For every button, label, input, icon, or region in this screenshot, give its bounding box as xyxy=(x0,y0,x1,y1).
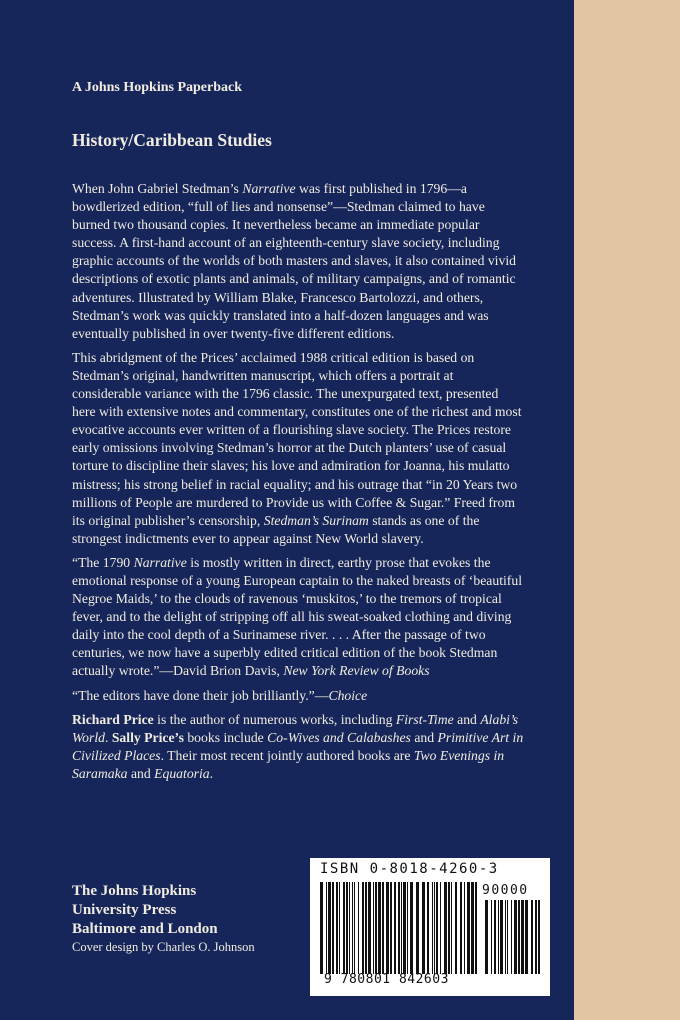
barcode-bar xyxy=(336,882,338,974)
barcode-bar xyxy=(518,900,520,974)
barcode-bar xyxy=(375,882,377,974)
isbn-label: ISBN 0-8018-4260-3 xyxy=(320,861,499,877)
ean-bars xyxy=(320,882,478,974)
barcode-bar xyxy=(422,882,425,974)
author-bio: Richard Price is the author of numerous works, including First-Time and Alabi’s World. Sally Price’s books include Co-Wives and Calabashes and Primitive Art in Civilized Places. Their most recent jointly authored books are Two Evenings in Saramaka and Equatoria. xyxy=(72,711,524,781)
cover-copy xyxy=(72,180,524,789)
barcode-bar xyxy=(440,882,441,974)
price-code-bars xyxy=(485,900,541,974)
barcode-bar xyxy=(525,900,528,974)
barcode-bar xyxy=(455,882,457,974)
barcode-bar xyxy=(444,882,447,974)
publisher-imprint xyxy=(72,882,218,939)
barcode-bar xyxy=(507,900,508,974)
barcode-bar xyxy=(498,900,499,974)
barcode-bar xyxy=(410,882,413,974)
barcode-bar xyxy=(358,882,359,974)
barcode-bar xyxy=(328,882,331,974)
barcode-bar xyxy=(494,900,496,974)
publisher-line: Baltimore and London xyxy=(72,921,218,937)
barcode-bar xyxy=(432,882,433,974)
barcode-bar xyxy=(349,882,350,974)
barcode-bar xyxy=(451,882,452,974)
barcode-bar xyxy=(467,882,470,974)
barcode-bar xyxy=(427,882,429,974)
barcode-bar xyxy=(491,900,492,974)
barcode-bar xyxy=(407,882,408,974)
barcode-bar xyxy=(320,882,323,974)
isbn-barcode xyxy=(310,858,550,996)
cover-design-credit: Cover design by Charles O. Johnson xyxy=(72,940,255,954)
barcode-bar xyxy=(373,882,374,974)
barcode-bar xyxy=(354,882,355,974)
ean-digits: 9 780801 842603 xyxy=(324,972,449,987)
barcode-bar xyxy=(475,882,477,974)
review-quote-choice: “The editors have done their job brilliantly.”—Choice xyxy=(72,687,368,703)
barcode-bar xyxy=(434,882,435,974)
barcode-bar xyxy=(362,882,364,974)
barcode-bar xyxy=(401,882,402,974)
barcode-bar xyxy=(339,882,340,974)
publisher-line: University Press xyxy=(72,902,177,918)
barcode-bar xyxy=(485,900,488,974)
barcode-bar xyxy=(535,900,537,974)
review-quote-davis: “The 1790 Narrative is mostly written in direct, earthy prose that evokes the emotional response of a young European captain to the naked breasts of ‘beautiful Negroe Maids,’ to the clouds of ravenous ‘muskitos,’ to the tremors of tropical fever, and to the delight of stripping off all his sweat-soaked clothing and diving daily into the cool depth of a Surinamese river. . . . After the passage of two centuries, we now have a superbly edited critical edition of the book Stedman actually wrote.”—David Brion Davis, New York Review of Books xyxy=(72,554,523,679)
barcode-bar xyxy=(436,882,438,974)
barcode-bar xyxy=(346,882,348,974)
barcode-bar xyxy=(394,882,396,974)
barcode-bar xyxy=(448,882,450,974)
barcode-bar xyxy=(326,882,327,974)
barcode-bar xyxy=(352,882,353,974)
paragraph-abridgment: This abridgment of the Prices’ acclaimed 1988 critical edition is based on Stedman’s original, handwritten manuscript, which offers a portrait at considerable variance with the 1796 classic. The unexpurgated text, presented here with extensive notes and commentary, constitutes one of the richest and most evocative accounts ever written of a flourishing slave society. The Prices restore early omissions involving Stedman’s horror at the Dutch planters’ use of casual torture to discipline their slaves; his love and admiration for Joanna, his mulatto mistress; his strong belief in racial equality; and his outrage that “in 20 Years two millions of People are murdered to Provide us with Coffee & Sugar.” Freed from its original publisher’s censorship, Stedman’s Surinam stands as one of the strongest indictments ever to appear against New World slavery. xyxy=(72,349,522,546)
spine-edge xyxy=(574,0,680,1020)
barcode-bar xyxy=(460,882,462,974)
barcode-bar xyxy=(500,900,503,974)
barcode-bar xyxy=(538,900,540,974)
barcode-bar xyxy=(332,882,334,974)
barcode-bar xyxy=(521,900,524,974)
publisher-line: The Johns Hopkins xyxy=(72,883,197,899)
barcode-bar xyxy=(390,882,392,974)
barcode-bar xyxy=(368,882,371,974)
barcode-bar xyxy=(378,882,381,974)
barcode-bar xyxy=(531,900,533,974)
barcode-bar xyxy=(398,882,400,974)
barcode-bar xyxy=(464,882,465,974)
barcode-bar xyxy=(505,900,506,974)
paragraph-intro: When John Gabriel Stedman’s Narrative was first published in 1796—a bowdlerized edition, “full of lies and nonsense”—Stedman claimed to have burned two thousand copies. It nevertheless became an immediate popular success. A first-hand account of an eighteenth-century slave society, including graphic accounts of the worlds of both masters and slaves, it also contained vivid descriptions of exotic plants and animals, of military campaigns, and of romantic adventures. Illustrated by William Blake, Francesco Bartolozzi, and others, Stedman’s work was quickly translated into a half-dozen languages and was eventually published in over twenty-five different editions. xyxy=(72,181,516,341)
barcode-bar xyxy=(471,882,474,974)
barcode-bar xyxy=(403,882,406,974)
barcode-bar xyxy=(514,900,517,974)
barcode-bar xyxy=(365,882,367,974)
price-code: 90000 xyxy=(482,883,529,898)
barcode-bar xyxy=(511,900,512,974)
subject-category: History/Caribbean Studies xyxy=(72,130,272,150)
barcode-bar xyxy=(416,882,419,974)
series-title: A Johns Hopkins Paperback xyxy=(72,80,242,95)
barcode-bar xyxy=(386,882,389,974)
barcode-bar xyxy=(343,882,345,974)
barcode-bar xyxy=(382,882,384,974)
